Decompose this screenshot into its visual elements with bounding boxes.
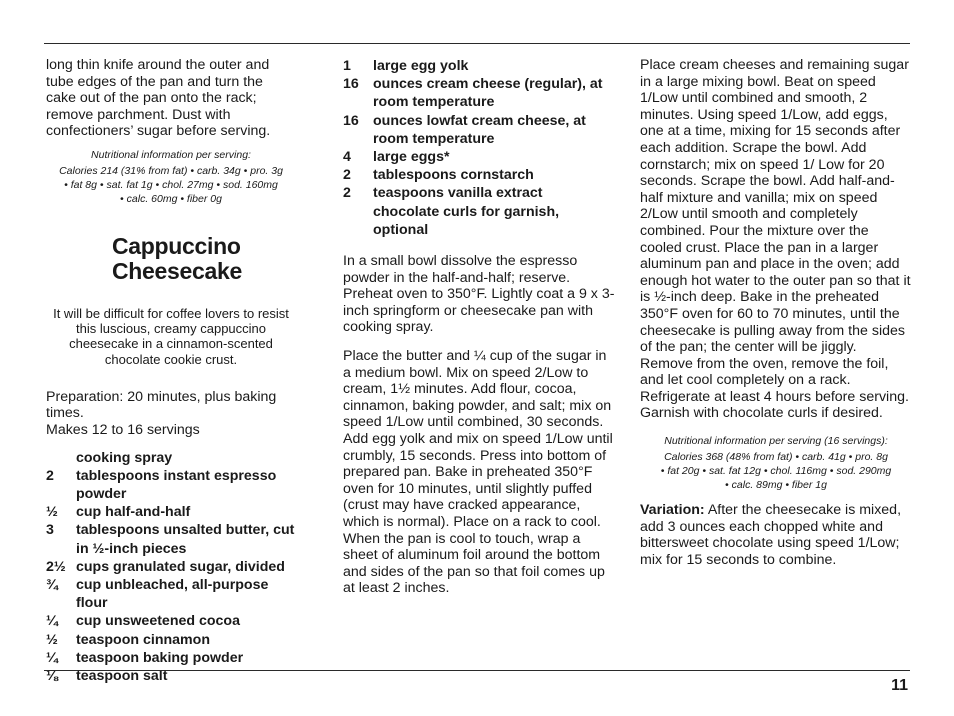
nutrition-line: • fat 8g • sat. fat 1g • chol. 27mg • sod. 160mg [64,178,278,191]
nutrition-line: • fat 20g • sat. fat 12g • chol. 116mg • sod. 290mg [660,465,892,478]
ingredient-quantity: ½ [46,631,58,648]
ingredient-quantity [46,449,76,467]
ingredient-name: large eggs* [373,149,450,166]
variation-text: After the cheesecake is mixed, add 3 ounces each chopped white and bittersweet chocolate using speed 1/Low; mix for 15 seconds to combine. [640,502,902,568]
page-number: 11 [891,677,908,694]
ingredient-item [343,75,615,111]
variation-note [640,502,912,568]
ingredient-quantity: ¾ [46,576,58,593]
ingredient-item [343,166,615,184]
variation-label: Variation: [640,502,705,519]
ingredient-item [46,649,296,667]
ingredient-name: ounces lowfat cream cheese, at room temperature [373,112,586,147]
ingredient-quantity: 16 [343,76,359,93]
servings: Makes 12 to 16 servings [46,421,200,438]
ingredient-item [46,612,296,630]
ingredient-item [343,57,615,75]
continuation-text: long thin knife around the outer and tube edges of the pan and turn the cake out of the pan onto the rack; remove parchment. Dust with confectioners’ sugar before serving. [46,57,271,140]
ingredient-name: tablespoons instant espresso powder [76,467,277,502]
ingredient-quantity [343,203,373,239]
ingredient-item [46,631,296,649]
ingredient-quantity: 4 [343,149,351,166]
nutrition-line: • calc. 60mg • fiber 0g [120,192,222,205]
ingredient-item [46,503,296,521]
nutrition-title: Nutritional information per serving (16 servings): [664,435,888,448]
bottom-rule [44,670,910,671]
nutrition-info [46,164,296,206]
ingredient-name: chocolate curls for garnish, optional [373,203,560,238]
instruction-paragraph: Place cream cheeses and remaining sugar in a large mixing bowl. Beat on speed 1/Low until combined and smooth, 2 minutes. Using speed 1/Low, add eggs, one at a time, mixing for 15 seconds after each addition. Scrape the bowl. Add cornstarch; mix on speed 1/ Low for 20 seconds. Scrape the bowl. Add half-and-half mixture and vanilla; mix on speed 2/Low until smooth and completely combined. Pour the mixture over the cooled crust. Place the pan in a larger aluminum pan and place in the oven; add enough hot water to the outer pan so that it is ½-inch deep. Bake in the preheated 350°F oven for 60 to 70 minutes, until the cheesecake is pulling away from the sides of the pan; the center will be jiggly. Remove from the oven, remove the foil, and let cool completely on a rack. Refrigerate at least 4 hours before serving. Garnish with chocolate curls if desired. [640,57,911,422]
ingredient-item [46,521,296,557]
ingredient-list [46,449,296,686]
ingredient-item [343,203,615,239]
prep-info [46,389,296,439]
ingredient-quantity: ⅛ [46,668,58,684]
ingredient-name: cup unsweetened cocoa [76,613,240,630]
ingredient-name: cup unbleached, all-purpose flour [76,576,269,612]
recipe-title-line: Cappuccino [112,232,241,259]
ingredient-item [46,467,296,503]
ingredient-quantity: 2½ [46,558,66,575]
preparation-time: Preparation: 20 minutes, plus baking times. [46,388,277,422]
ingredient-item [343,112,615,148]
ingredient-name: tablespoons cornstarch [373,167,534,184]
ingredient-item [46,449,296,467]
nutrition-info [640,450,912,492]
nutrition-line: Calories 368 (48% from fat) • carb. 41g • pro. 8g [664,451,888,464]
instruction-paragraph: In a small bowl dissolve the espresso powder in the half-and-half; reserve. Preheat oven to 350°F. Lightly coat a 9 x 3-inch springform or cheesecake pan with cooking spray. [343,253,615,336]
ingredient-name: large egg yolk [373,58,469,74]
recipe-title [112,234,296,284]
column-left [46,57,296,685]
ingredient-item [46,576,296,612]
ingredient-item [343,148,615,166]
ingredient-quantity: 1 [343,58,351,74]
recipe-intro: It will be difficult for coffee lovers to resist this luscious, creamy cappuccino cheesecake in a cinnamon-scented chocolate cookie crust. [53,305,289,367]
ingredient-quantity: ½ [46,504,58,521]
column-right [640,57,912,568]
ingredient-name: teaspoon salt [76,668,168,684]
nutrition-line: • calc. 89mg • fiber 1g [725,479,827,492]
ingredient-name: cooking spray [76,449,173,466]
ingredient-quantity: 2 [46,467,54,484]
ingredient-name: teaspoons vanilla extract [373,185,543,202]
ingredient-quantity: 3 [46,522,54,539]
ingredient-name: cup half-and-half [76,504,191,521]
ingredient-name: cups granulated sugar, divided [76,558,285,575]
recipe-title-line: Cheesecake [112,257,242,284]
ingredient-item [46,558,296,576]
ingredient-name: tablespoons unsalted butter, cut in ½-inch pieces [76,522,295,557]
ingredient-quantity: ¼ [46,613,58,630]
ingredient-quantity: 2 [343,185,351,202]
column-middle [343,57,615,597]
ingredient-name: teaspoon baking powder [76,649,244,666]
ingredient-list [343,57,615,239]
nutrition-line: Calories 214 (31% from fat) • carb. 34g • pro. 3g [59,164,283,177]
ingredient-quantity: 16 [343,112,359,129]
ingredient-quantity: ¼ [46,649,58,666]
ingredient-name: teaspoon cinnamon [76,631,211,648]
top-rule [44,43,910,44]
instruction-paragraph: Place the butter and ¼ cup of the sugar in a medium bowl. Mix on speed 2/Low to cream, 1½ minutes. Add flour, cocoa, cinnamon, baking powder, and salt; mix on speed 1/Low until combined, 30 seconds. Add egg yolk and mix on speed 1/Low until crumbly, 15 seconds. Press into bottom of prepared pan. Bake in preheated 350°F oven for 10 minutes, until slightly puffed (crust may have cracked appearance, which is normal). Place on a rack to cool. When the pan is cool to touch, wrap a sheet of aluminum foil around the bottom and sides of the pan so that foil comes up at least 2 inches. [343,348,613,597]
ingredient-item [343,184,615,202]
ingredient-name: ounces cream cheese (regular), at room temperature [373,76,603,111]
nutrition-title: Nutritional information per serving: [91,148,251,161]
ingredient-quantity: 2 [343,167,351,184]
